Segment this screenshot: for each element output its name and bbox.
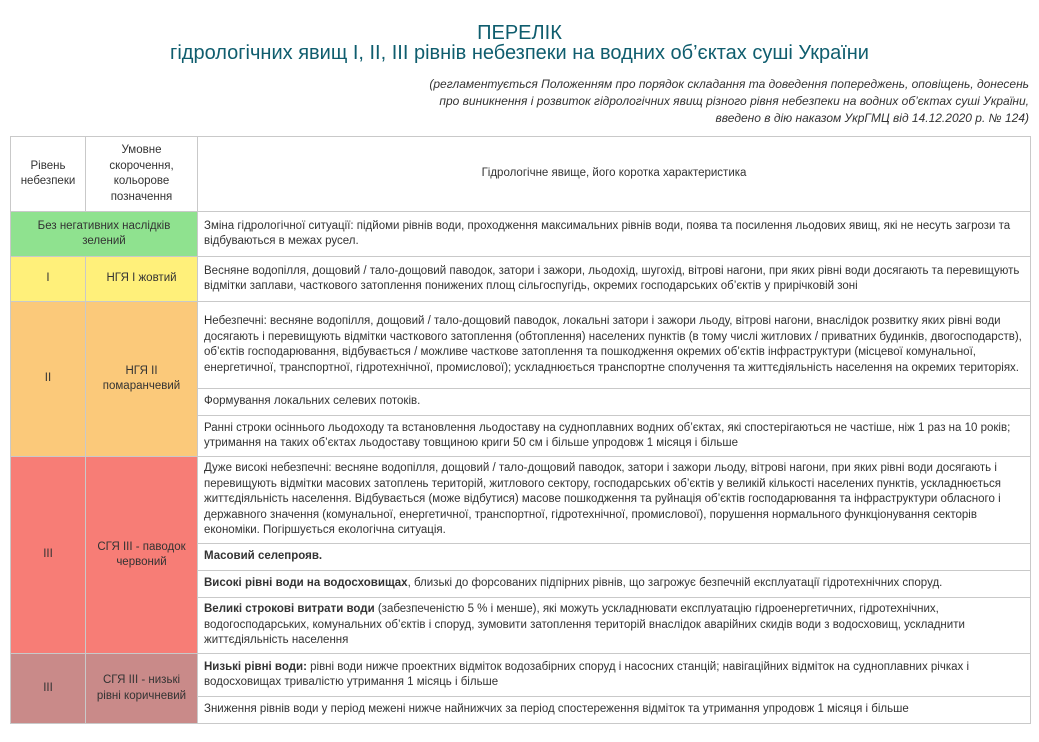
header-level: Рівень небезпеки xyxy=(11,137,86,212)
orange-description-1 xyxy=(198,302,1031,389)
table-row-red-1 xyxy=(11,457,1031,544)
orange-abbreviation: НГЯ II помаранчевий xyxy=(86,302,198,457)
green-level-label: Без негативних наслідків зелений xyxy=(11,212,198,257)
red-description-4 xyxy=(198,598,1031,654)
regulation-note-line-1: (регламентується Положенням про порядок складання та доведення попереджень, оповіщень, донесень xyxy=(429,77,1029,91)
brown-level: III xyxy=(11,654,86,724)
orange-description-2: Формування локальних селевих потоків. xyxy=(198,389,1031,416)
red-description-1-text: весняне водопілля, дощовий / тало-дощовий паводок, затори і зажори льоду, вітрові нагони, при яких рівні води досягають і перевищують відмітки масових затоплень територій, житлового сектору, господарських об’єктів у великій кількості населених пунктів, ускладнюється життєдіяльність населення. Відбувається (може відбутися) масове пошкодження та руйнація об’єктів господарювання та інфраструктури обласного і державного значення (комунальної, енергетичної, транспортної, гідротехнічної, промислової), порушення нормального функціонування секторів економіки. Погіршується екологічна ситуація. xyxy=(204,462,1002,537)
orange-description-1-label: Небезпечні: xyxy=(204,315,267,327)
header-description: Гідрологічне явище, його коротка характеристика xyxy=(198,137,1031,212)
red-level: III xyxy=(11,457,86,654)
table-row-green xyxy=(11,212,1031,257)
yellow-description: Весняне водопілля, дощовий / тало-дощовий паводок, затори і зажори, льодохід, шугохід, вітрові нагони, при яких рівні води досягають та перевищують відмітки заплави, часткового затоплення понижених площ сільгоспугідь, окремих господарських об’єктів у прирічковій зоні xyxy=(198,257,1031,302)
red-description-4-label: Великі строкові витрати води xyxy=(204,603,375,616)
yellow-abbreviation: НГЯ I жовтий xyxy=(86,257,198,302)
brown-description-1-text: рівні води нижче проектних відміток водозабірних споруд і насосних станцій; навігаційних відміток на судноплавних річках і водосховищах тривалістю утримання 1 місяць і більше xyxy=(204,660,970,688)
regulation-note-line-2: про виникнення і розвиток гідрологічних явищ різного рівня небезпеки на водних об’єктах суші України, xyxy=(439,94,1029,108)
hazard-levels-table xyxy=(10,136,1031,724)
orange-description-3: Ранні строки осіннього льодоходу та встановлення льодоставу на судноплавних водних об’єктах, які спостерігаються не частіше, ніж 1 раз на 10 років; утримання на таких об’єктах льодоставу товщиною криги 50 см і більше упродовж 1 місяця і більше xyxy=(198,416,1031,457)
table-row-orange-1 xyxy=(11,302,1031,389)
header-abbreviation: Умовне скорочення, кольорове позначення xyxy=(86,137,198,212)
table-row-yellow xyxy=(11,257,1031,302)
yellow-level: I xyxy=(11,257,86,302)
table-header-row xyxy=(11,137,1031,212)
brown-description-1 xyxy=(198,654,1031,697)
red-abbreviation: СГЯ III - паводок червоний xyxy=(86,457,198,654)
document-title: ПЕРЕЛІК xyxy=(477,22,562,44)
table-row-brown-1 xyxy=(11,654,1031,697)
regulation-note xyxy=(429,76,1029,127)
red-description-3-text: , близькі до форсованих підпірних рівнів, що загрожує безпечній експлуатації гідротехнічних споруд. xyxy=(407,577,943,590)
brown-description-1-label: Низькі рівні води: xyxy=(204,660,307,673)
red-description-3 xyxy=(198,571,1031,598)
red-description-2 xyxy=(198,544,1031,571)
red-description-4-text: (забезпеченістю 5 % і менше), які можуть ускладнювати експлуатацію гідроенергетичних, гідротехнічних, водогосподарських, комунальних об’єктів і споруд, зумовити затоплення територій внаслідок аварійних скидів води з водосховищ, ускладнити життєдіяльність населення xyxy=(204,603,965,647)
red-description-2-label: Масовий селепрояв. xyxy=(204,550,323,563)
regulation-note-line-3: введено в дію наказом УкрГМЦ від 14.12.2020 р. № 124) xyxy=(715,111,1029,125)
red-description-1-label: Дуже високі небезпечні: xyxy=(204,462,332,475)
brown-abbreviation: СГЯ III - низькі рівні коричневий xyxy=(86,654,198,724)
document-subtitle: гідрологічних явищ І, ІІ, ІІІ рівнів небезпеки на водних об’єктах суші України xyxy=(170,42,869,64)
green-description: Зміна гідрологічної ситуації: підйоми рівнів води, проходження максимальних рівнів води, поява та посилення льодових явищ, які не несуть загрози та відбуваються в межах русел. xyxy=(198,212,1031,257)
orange-description-1-text: весняне водопілля, дощовий / тало-дощовий паводок, локальні затори і зажори льоду, вітрові нагони, внаслідок розвитку яких рівні води досягають і перевищують відмітки часткового затоплення (обтоплення) населених пунктів (в тому числі житлових / приватних будинків, двогосподарств), об’єктів господарювання, відбувається / можливе часткове затоплення та пошкодження окремих об’єктів інфраструктури (місцевої комунальної, енергетичної, транспортної, гідротехнічної, промислової); ускладнюється транспортне сполучення та життєдіяльність населення на окремих територіях. xyxy=(204,315,1022,374)
red-description-1 xyxy=(198,457,1031,544)
red-description-3-label: Високі рівні води на водосховищах xyxy=(204,577,408,590)
brown-description-2: Зниження рівнів води у період межені нижче найнижчих за період спостереження відміток та утримання упродовж 1 місяця і більше xyxy=(198,697,1031,724)
orange-level: II xyxy=(11,302,86,457)
